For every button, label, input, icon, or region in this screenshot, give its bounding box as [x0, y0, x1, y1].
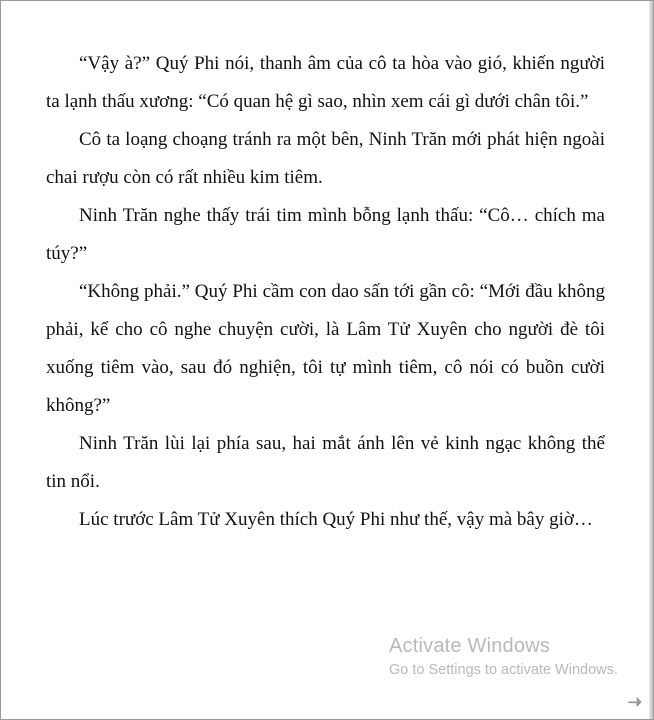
document-body	[46, 45, 605, 539]
page-turn-arrow-icon[interactable]	[627, 693, 643, 709]
paragraph-5: Ninh Trăn lùi lại phía sau, hai mắt ánh lên vẻ kinh ngạc không thể tin nổi.	[46, 433, 605, 492]
activate-windows-watermark	[389, 633, 618, 680]
paragraph-2: Cô ta loạng choạng tránh ra một bên, Ninh Trăn mới phát hiện ngoài chai rượu còn có rất nhiều kim tiêm.	[46, 129, 605, 188]
paragraph-6: Lúc trước Lâm Tử Xuyên thích Quý Phi như thế, vậy mà bây giờ…	[79, 509, 593, 530]
window-edge-shadow	[649, 1, 653, 719]
paragraph-4: “Không phải.” Quý Phi cầm con dao sấn tới gần cô: “Mới đầu không phải, kể cho cô nghe chuyện cười, là Lâm Tử Xuyên cho người đè tôi xuống tiêm vào, sau đó nghiện, tôi tự mình tiêm, cô nói có buồn cười không?”	[46, 281, 605, 416]
document-page	[1, 1, 649, 719]
watermark-subtitle: Go to Settings to activate Windows.	[389, 662, 618, 678]
watermark-title: Activate Windows	[389, 635, 551, 657]
paragraph-3: Ninh Trăn nghe thấy trái tim mình bỗng lạnh thấu: “Cô… chích ma túy?”	[46, 205, 605, 264]
paragraph-1: “Vậy à?” Quý Phi nói, thanh âm của cô ta hòa vào gió, khiến người ta lạnh thấu xương: “Có quan hệ gì sao, nhìn xem cái gì dưới chân tôi.”	[46, 53, 605, 112]
